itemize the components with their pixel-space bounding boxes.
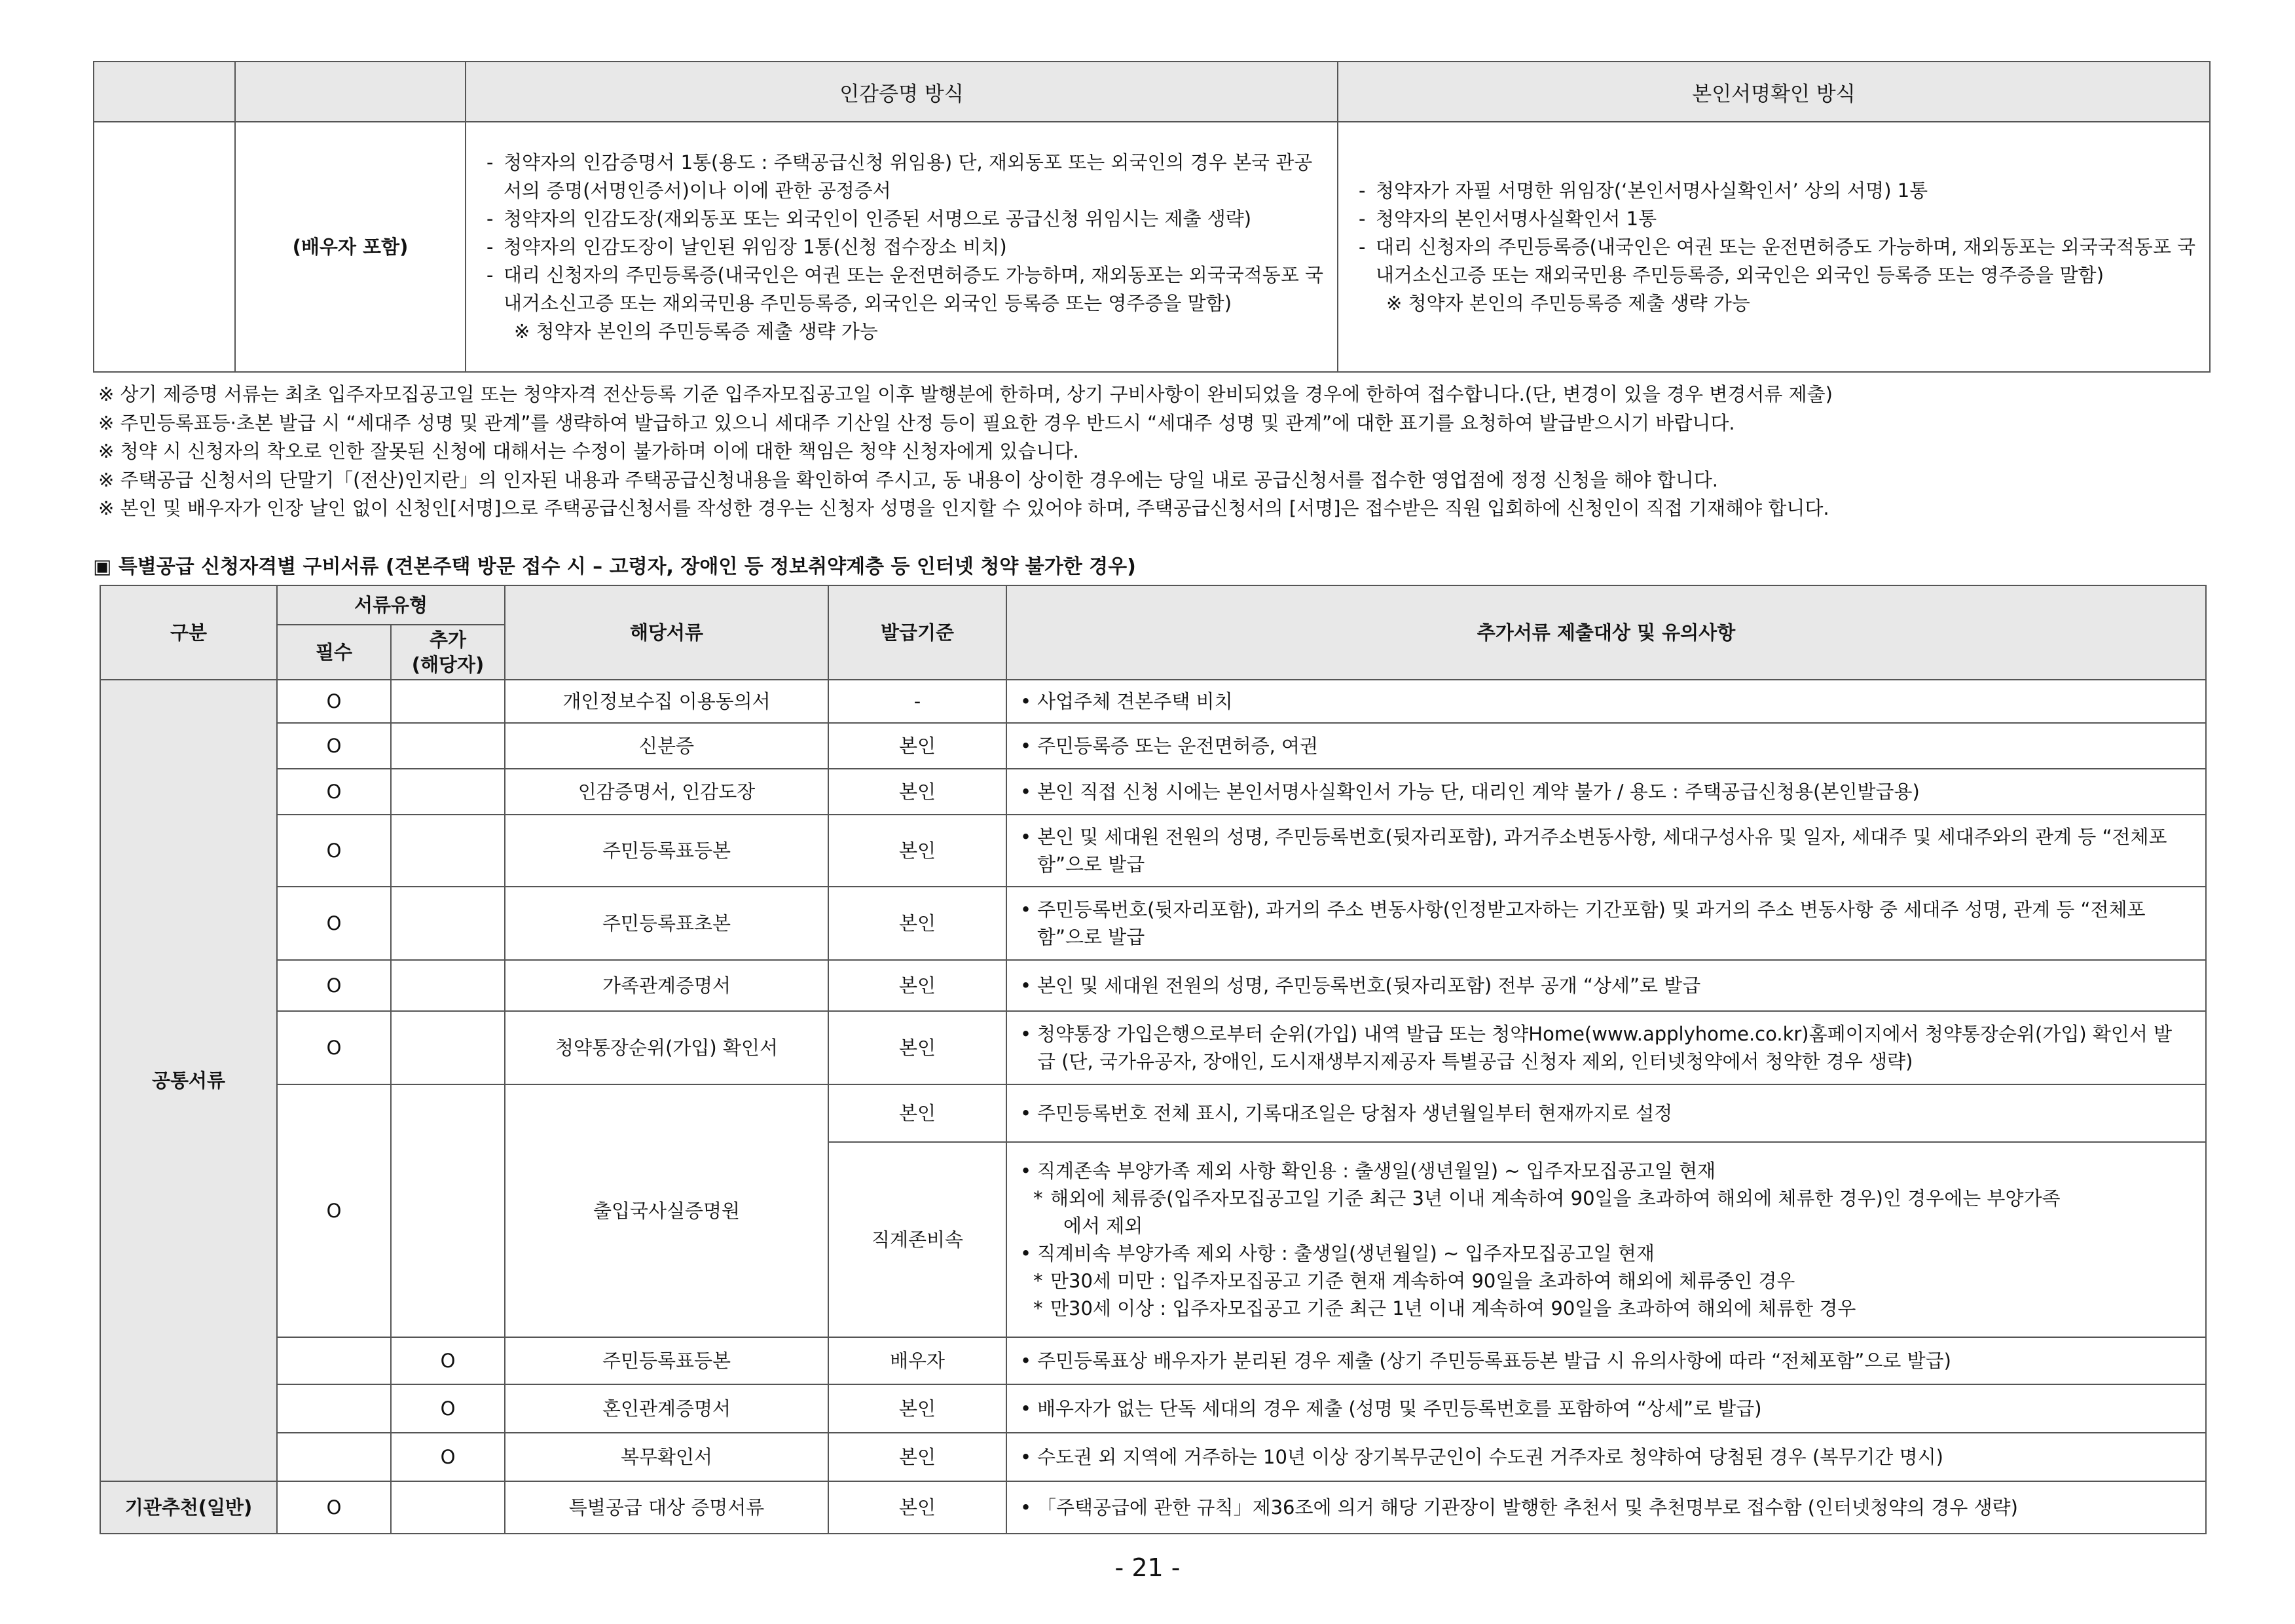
header-notes: 추가서류 제출대상 및 유의사항 xyxy=(1006,585,2206,680)
seal-method-list xyxy=(466,122,1338,372)
note-item: • 본인 및 세대원 전원의 성명, 주민등록번호(뒷자리포함), 과거주소변동사항, 세대구성사유 및 일자, 세대주 및 세대주와의 관계 등 “전체포함”으로 발급 xyxy=(1020,823,2190,878)
issue-basis: 본인 xyxy=(828,887,1006,960)
required-mark xyxy=(277,1337,391,1384)
seal-item: - 대리 신청자의 주민등록증(내국인은 여권 또는 운전면허증도 가능하며, 재외동포는 외국국적동포 국내거소신고증 또는 재외국민용 주민등록증, 외국인은 외국인 등록증 또는 영주증을 말함) xyxy=(487,261,1325,318)
header-additional xyxy=(391,625,505,680)
header-additional-line1: 추가 xyxy=(429,629,467,651)
required-mark: O xyxy=(277,1011,391,1084)
required-mark: O xyxy=(277,769,391,815)
document-name: 청약통장순위(가입) 확인서 xyxy=(505,1011,828,1084)
group-agency: 기관추천(일반) xyxy=(100,1481,277,1534)
blank-cell xyxy=(94,62,235,122)
note-item: • 주민등록증 또는 운전면허증, 여권 xyxy=(1020,732,2190,760)
additional-mark xyxy=(391,887,505,960)
note-item: • 본인 직접 신청 시에는 본인서명사실확인서 가능 단, 대리인 계약 불가 / 용도 : 주택공급신청용(본인발급용) xyxy=(1020,778,2190,805)
seal-item: - 청약자의 인감증명서 1통(용도 : 주택공급신청 위임용) 단, 재외동포 또는 외국인의 경우 본국 관공서의 증명(서명인증서)이나 이에 관한 공정증서 xyxy=(487,149,1325,205)
document-name: 주민등록표등본 xyxy=(505,1337,828,1384)
seal-reference-note: ※ 청약자 본인의 주민등록증 제출 생략 가능 xyxy=(514,320,878,342)
document-name: 개인정보수집 이용동의서 xyxy=(505,680,828,723)
note-line: ※ 상기 제증명 서류는 최초 입주자모집공고일 또는 청약자격 전산등록 기준 입주자모집공고일 이후 발행분에 한하며, 상기 구비사항이 완비되었을 경우에 한하여 접수합니다.(단, 변경이 있을 경우 변경서류 제출) xyxy=(98,383,1833,405)
required-mark: O xyxy=(277,723,391,769)
additional-mark xyxy=(391,1084,505,1337)
additional-mark xyxy=(391,815,505,887)
notes-cell xyxy=(1006,680,2206,723)
signature-item: - 청약자가 자필 서명한 위임장(‘본인서명사실확인서’ 상의 서명) 1통 xyxy=(1359,177,2197,205)
note-item: • 주민등록번호 전체 표시, 기록대조일은 당첨자 생년월일부터 현재까지로 설정 xyxy=(1020,1099,2190,1127)
issue-basis: 본인 xyxy=(828,815,1006,887)
note-item: • 직계존속 부양가족 제외 사항 확인용 : 출생일(생년월일) ~ 입주자모집공고일 현재 xyxy=(1020,1157,2190,1185)
blank-cell xyxy=(235,62,466,122)
issue-basis: 배우자 xyxy=(828,1337,1006,1384)
required-documents-table xyxy=(100,585,2207,1534)
note-item: • 「주택공급에 관한 규칙」제36조에 의거 해당 기관장이 발행한 추천서 및 추천명부로 접수함 (인터넷청약의 경우 생략) xyxy=(1020,1494,2190,1521)
additional-mark: O xyxy=(391,1433,505,1481)
note-item: • 배우자가 없는 단독 세대의 경우 제출 (성명 및 주민등록번호를 포함하여 “상세”로 발급) xyxy=(1020,1395,2190,1422)
notes-cell xyxy=(1006,815,2206,887)
notes-cell xyxy=(1006,1481,2206,1534)
note-item: • 사업주체 견본주택 비치 xyxy=(1020,688,2190,715)
additional-mark xyxy=(391,680,505,723)
additional-mark xyxy=(391,1481,505,1534)
required-mark: O xyxy=(277,680,391,723)
note-item: • 직계비속 부양가족 제외 사항 : 출생일(생년월일) ~ 입주자모집공고일 현재 xyxy=(1020,1240,2190,1267)
note-item: • 청약통장 가입은행으로부터 순위(가입) 내역 발급 또는 청약Home(www.applyhome.co.kr)홈페이지에서 청약통장순위(가입) 확인서 발급 (단, 국가유공자, 장애인, 도시재생부지제공자 특별공급 신청자 제외, 인터넷청약에서 청약한 경우 생략) xyxy=(1020,1020,2190,1075)
document-name: 가족관계증명서 xyxy=(505,960,828,1011)
header-required: 필수 xyxy=(277,625,391,680)
table-row xyxy=(100,815,2206,887)
table-row xyxy=(100,1011,2206,1084)
table-row xyxy=(100,887,2206,960)
notes-cell xyxy=(1006,887,2206,960)
identity-method-table xyxy=(93,61,2211,373)
additional-mark xyxy=(391,1011,505,1084)
document-name: 주민등록표등본 xyxy=(505,815,828,887)
note-sub-item: * 해외에 체류중(입주자모집공고일 기준 최근 3년 이내 계속하여 90일을 초과하여 해외에 체류한 경우)인 경우에는 부양가족 xyxy=(1020,1185,2190,1212)
required-mark: O xyxy=(277,815,391,887)
table-row xyxy=(100,1481,2206,1534)
blank-cell xyxy=(94,122,235,372)
header-additional-line2: (해당자) xyxy=(411,654,485,676)
issue-basis: 본인 xyxy=(828,1084,1006,1142)
issue-basis: 직계존비속 xyxy=(828,1142,1006,1337)
notes-cell xyxy=(1006,1337,2206,1384)
signature-method-list xyxy=(1338,122,2210,372)
additional-mark xyxy=(391,769,505,815)
header-doc-type: 서류유형 xyxy=(277,585,505,625)
row-label: (배우자 포함) xyxy=(235,122,466,372)
required-mark: O xyxy=(277,960,391,1011)
note-line: ※ 청약 시 신청자의 착오로 인한 잘못된 신청에 대해서는 수정이 불가하며 이에 대한 책임은 청약 신청자에게 있습니다. xyxy=(98,440,1079,462)
note-continuation: 에서 제외 xyxy=(1063,1215,1143,1237)
page-number: - 21 - xyxy=(1114,1553,1181,1582)
issue-basis: 본인 xyxy=(828,1481,1006,1534)
issue-basis: 본인 xyxy=(828,723,1006,769)
required-mark xyxy=(277,1384,391,1433)
table-row xyxy=(100,1084,2206,1142)
document-name: 특별공급 대상 증명서류 xyxy=(505,1481,828,1534)
seal-method-header: 인감증명 방식 xyxy=(466,62,1338,122)
note-item: • 본인 및 세대원 전원의 성명, 주민등록번호(뒷자리포함) 전부 공개 “상세”로 발급 xyxy=(1020,972,2190,999)
notes-cell xyxy=(1006,769,2206,815)
table-row xyxy=(100,1433,2206,1481)
header-document: 해당서류 xyxy=(505,585,828,680)
document-name: 주민등록표초본 xyxy=(505,887,828,960)
required-mark: O xyxy=(277,887,391,960)
additional-mark: O xyxy=(391,1384,505,1433)
issue-basis: 본인 xyxy=(828,1433,1006,1481)
notes-cell xyxy=(1006,723,2206,769)
table-row xyxy=(100,680,2206,723)
required-mark: O xyxy=(277,1084,391,1337)
required-mark xyxy=(277,1433,391,1481)
table-row xyxy=(100,1337,2206,1384)
header-issue-basis: 발급기준 xyxy=(828,585,1006,680)
notes-cell xyxy=(1006,960,2206,1011)
issue-basis: 본인 xyxy=(828,960,1006,1011)
notes-cell xyxy=(1006,1011,2206,1084)
note-line: ※ 본인 및 배우자가 인장 날인 없이 신청인[서명]으로 주택공급신청서를 작성한 경우는 신청자 성명을 인지할 수 있어야 하며, 주택공급신청서의 [서명]은 접수받은 직원 입회하에 신청인이 직접 기재해야 합니다. xyxy=(98,497,1829,519)
additional-mark xyxy=(391,723,505,769)
additional-mark: O xyxy=(391,1337,505,1384)
document-name: 복무확인서 xyxy=(505,1433,828,1481)
note-item: • 주민등록번호(뒷자리포함), 과거의 주소 변동사항(인정받고자하는 기간포함) 및 과거의 주소 변동사항 중 세대주 성명, 관계 등 “전체포함”으로 발급 xyxy=(1020,896,2190,951)
table-row xyxy=(100,769,2206,815)
note-sub-item: * 만30세 미만 : 입주자모집공고 기준 현재 계속하여 90일을 초과하여 해외에 체류중인 경우 xyxy=(1020,1267,2190,1295)
required-mark: O xyxy=(277,1481,391,1534)
note-line: ※ 주민등록표등·초본 발급 시 “세대주 성명 및 관계”를 생략하여 발급하고 있으니 세대주 기산일 산정 등이 필요한 경우 반드시 “세대주 성명 및 관계”에 대한 표기를 요청하여 발급받으시기 바랍니다. xyxy=(98,411,1735,434)
group-common: 공통서류 xyxy=(100,680,277,1481)
issue-basis: 본인 xyxy=(828,769,1006,815)
header-category: 구분 xyxy=(100,585,277,680)
notes-cell xyxy=(1006,1084,2206,1142)
issue-basis: 본인 xyxy=(828,1011,1006,1084)
signature-item: - 대리 신청자의 주민등록증(내국인은 여권 또는 운전면허증도 가능하며, 재외동포는 외국국적동포 국내거소신고증 또는 재외국민용 주민등록증, 외국인은 외국인 등록증 또는 영주증을 말함) xyxy=(1359,233,2197,289)
document-name: 출입국사실증명원 xyxy=(505,1084,828,1337)
seal-item: - 청약자의 인감도장(재외동포 또는 외국인이 인증된 서명으로 공급신청 위임시는 제출 생략) xyxy=(487,205,1325,233)
document-name: 인감증명서, 인감도장 xyxy=(505,769,828,815)
note-item: • 수도권 외 지역에 거주하는 10년 이상 장기복무군인이 수도권 거주자로 청약하여 당첨된 경우 (복무기간 명시) xyxy=(1020,1443,2190,1471)
notes-cell xyxy=(1006,1384,2206,1433)
additional-mark xyxy=(391,960,505,1011)
table-row xyxy=(100,960,2206,1011)
section-title: ▣ 특별공급 신청자격별 구비서류 (견본주택 방문 접수 시 – 고령자, 장애인 등 정보취약계층 등 인터넷 청약 불가한 경우) xyxy=(93,555,1136,578)
note-item: • 주민등록표상 배우자가 분리된 경우 제출 (상기 주민등록표등본 발급 시 유의사항에 따라 “전체포함”으로 발급) xyxy=(1020,1347,2190,1375)
note-sub-item: * 만30세 이상 : 입주자모집공고 기준 최근 1년 이내 계속하여 90일을 초과하여 해외에 체류한 경우 xyxy=(1020,1295,2190,1322)
signature-reference-note: ※ 청약자 본인의 주민등록증 제출 생략 가능 xyxy=(1386,291,1750,314)
issue-basis: - xyxy=(828,680,1006,723)
document-name: 신분증 xyxy=(505,723,828,769)
notes-cell xyxy=(1006,1142,2206,1337)
document-name: 혼인관계증명서 xyxy=(505,1384,828,1433)
note-line: ※ 주택공급 신청서의 단말기「(전산)인지란」의 인자된 내용과 주택공급신청내용을 확인하여 주시고, 동 내용이 상이한 경우에는 당일 내로 공급신청서를 접수한 영업점에 정정 신청을 해야 합니다. xyxy=(98,468,1719,491)
table-row xyxy=(100,1384,2206,1433)
signature-item: - 청약자의 본인서명사실확인서 1통 xyxy=(1359,205,2197,233)
notes-cell xyxy=(1006,1433,2206,1481)
seal-item: - 청약자의 인감도장이 날인된 위임장 1통(신청 접수장소 비치) xyxy=(487,233,1325,261)
issue-basis: 본인 xyxy=(828,1384,1006,1433)
signature-method-header: 본인서명확인 방식 xyxy=(1338,62,2210,122)
table-row xyxy=(100,723,2206,769)
notes-block xyxy=(98,380,2207,523)
